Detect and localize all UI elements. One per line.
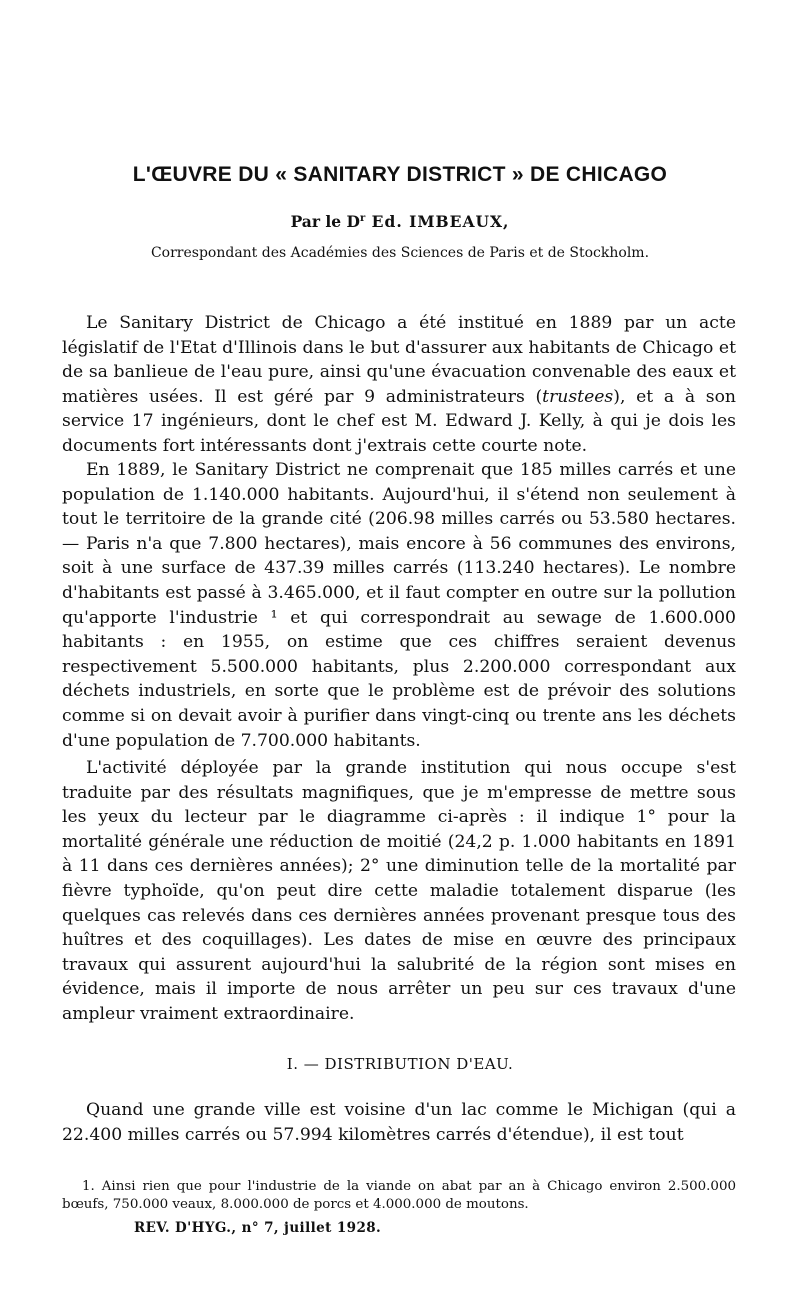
footnote (62, 1178, 736, 1214)
article-title: L'ŒUVRE DU « SANITARY DISTRICT » DE CHICAGO (132, 163, 668, 186)
paragraph-3-text: L'activité déployée par la grande institution qui nous occupe s'est traduite par des résultats magnifiques, que je m'empresse de mettre sous les yeux du lecteur par le diagramme ci-après : il indique 1° pour la mortalité générale une réduction de moitié (24,2 p. 1.000 habitants en 1891 à 11 dans ces dernières années); 2° une diminution telle de la mortalité par fièvre typhoïde, qu'on peut dire cette maladie totalement disparue (les quelques cas relevés dans ces dernières années provenant presque tous des huîtres et des coquillages). Les dates de mise en œuvre des principaux travaux qui assurent aujourd'hui la salubrité de la région sont mises en évidence, mais il importe de nous arrêter un peu sur ces travaux d'une ampleur vraiment extraordinaire. (62, 758, 736, 1024)
paragraph-4 (62, 1098, 736, 1147)
journal-reference: REV. D'HYG., n° 7, juillet 1928. (134, 1220, 382, 1236)
author-line (60, 212, 740, 231)
author-affiliation: Correspondant des Académies des Sciences de Paris et de Stockholm. (150, 245, 650, 261)
paragraph-3 (62, 756, 736, 1027)
author-title-sup: r (360, 212, 366, 224)
paragraph-1-emphasis: trustees (542, 386, 614, 407)
paragraph-1-text-a: Le Sanitary District de Chicago a été institué en 1889 par un acte législatif de l'Etat d'Illinois dans le but d'assurer aux habitants de Chicago et de sa banlieue de l'eau pure, ainsi qu'une évacuation convenable des eaux et matières usées. Il est géré par 9 administrateurs ( (62, 313, 736, 407)
paragraph-1-text-b: ), et a à son service 17 ingénieurs, dont le chef est M. Edward J. Kelly, à qui je dois les documents fort intéressants dont j'extrais cette courte note. (62, 386, 736, 456)
paragraph-1 (62, 311, 736, 459)
paragraph-2-text: En 1889, le Sanitary District ne comprenait que 185 milles carrés et une population de 1.140.000 habitants. Aujourd'hui, il s'étend non seulement à tout le territoire de la grande cité (206.98 milles carrés ou 53.580 hectares. — Paris n'a que 7.800 hectares), mais encore à 56 communes des environs, soit à une surface de 437.39 milles carrés (113.240 hectares). Le nombre d'habitants est passé à 3.465.000, et il faut compter en outre sur la pollution qu'apporte l'industrie ¹ et qui correspondrait au sewage de 1.600.000 habitants : en 1955, on estime que ces chiffres seraient devenus respectivement 5.500.000 habitants, plus 2.200.000 correspondant aux déchets industriels, en sorte que le problème est de prévoir des solutions comme si on devait avoir à purifier dans vingt-cinq ou trente ans les déchets d'une population de 7.700.000 habitants. (62, 460, 736, 751)
author-prefix: Par le D (290, 212, 360, 231)
section-heading: I. — DISTRIBUTION D'EAU. (286, 1055, 514, 1073)
footnote-text: 1. Ainsi rien que pour l'industrie de la viande on abat par an à Chicago environ 2.500.000 bœufs, 750.000 veaux, 8.000.000 de porcs et 4.000.000 de moutons. (62, 1179, 736, 1212)
author-name: Ed. IMBEAUX, (365, 212, 510, 231)
paragraph-4-text: Quand une grande ville est voisine d'un lac comme le Michigan (qui a 22.400 milles carrés ou 57.994 kilomètres carrés d'étendue), il est tout (62, 1100, 736, 1145)
paragraph-2 (62, 458, 736, 753)
